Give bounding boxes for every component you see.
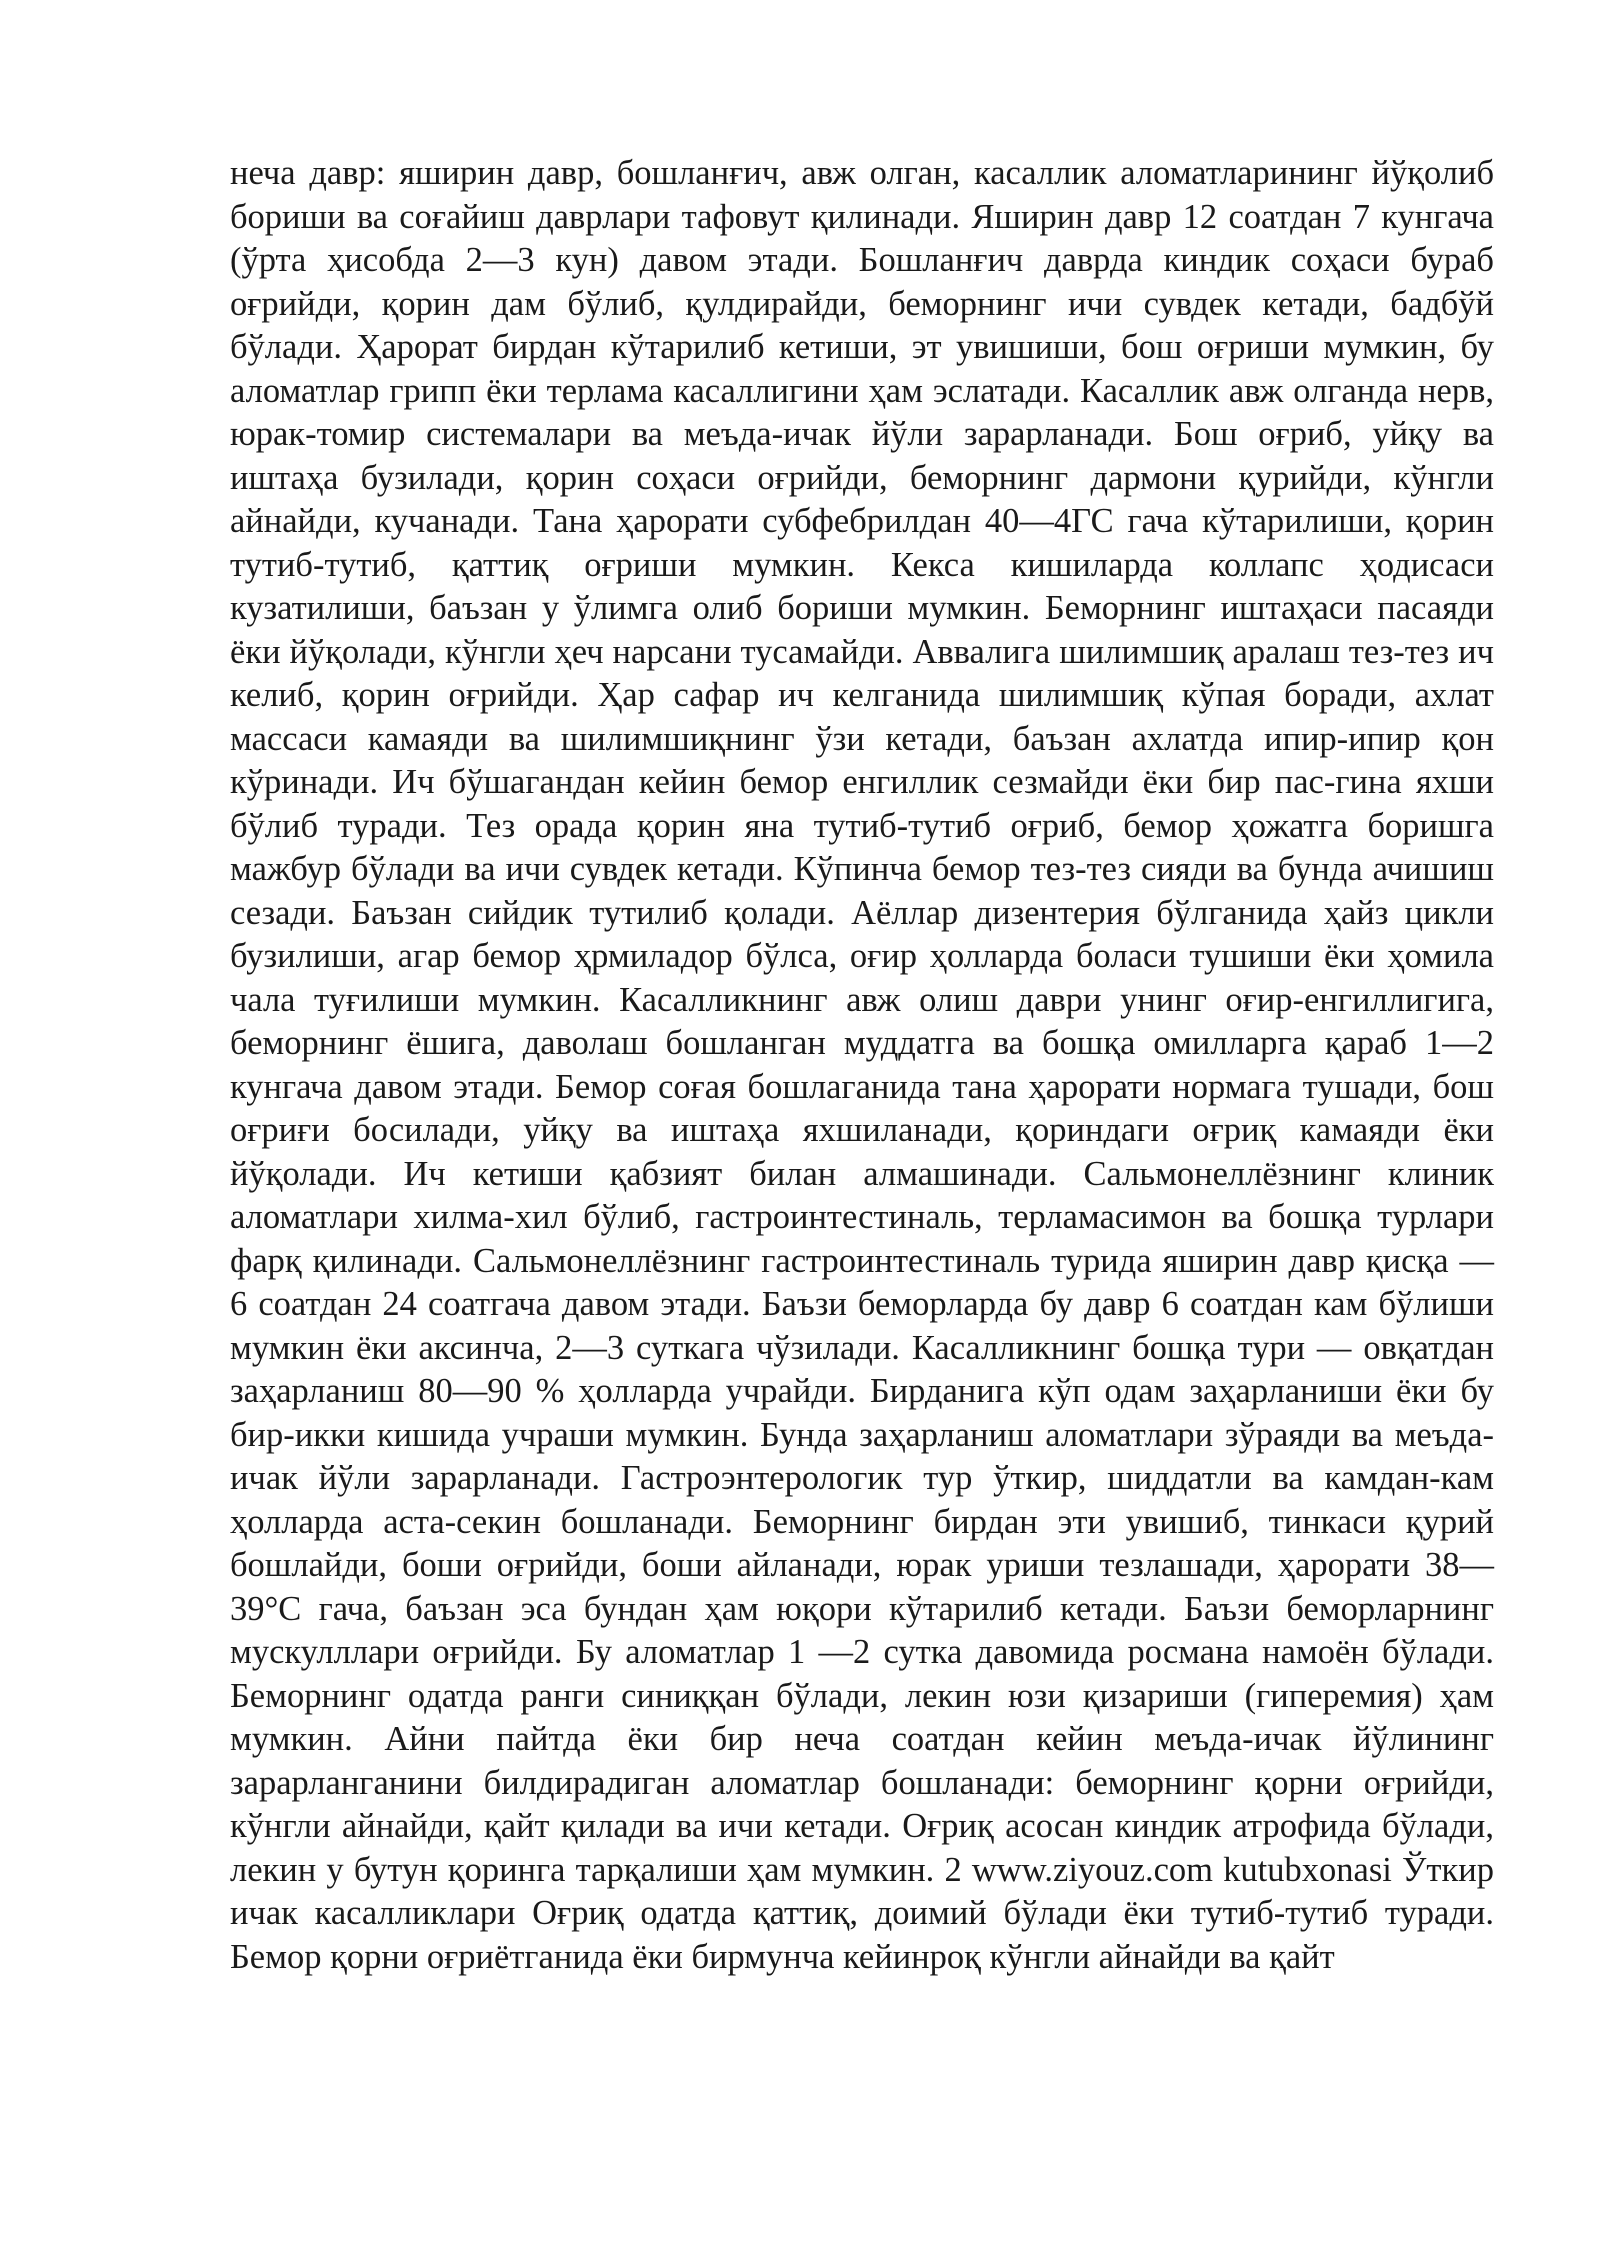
body-paragraph: неча давр: яширин давр, бошланғич, авж олган, касаллик аломатларининг йўқолиб бориши ва соғайиш даврлари тафовут қилинади. Яширин давр 12 соатдан 7 кунгача (ўрта ҳисобда 2—3 кун) давом этади. Бошланғич даврда киндик соҳаси бураб оғрийди, қорин дам бўлиб, қулдирайди, беморнинг ичи сувдек кетади, бадбўй бўлади. Ҳарорат бирдан кўтарилиб кетиши, эт увишиши, бош оғриши мумкин, бу аломатлар грипп ёки терлама касаллигини ҳам эслатади. Касаллик авж олганда нерв, юрак-томир системалари ва меъда-ичак йўли зарарланади. Бош оғриб, уйқу ва иштаҳа бузилади, қорин соҳаси оғрийди, беморнинг дармони қурийди, кўнгли айнайди, кучанади. Тана ҳарорати субфебрилдан 40—4ГС гача кўтарилиши, қорин тутиб-тутиб, қаттиқ оғриши мумкин. Кекса кишиларда коллапс ҳодисаси кузатилиши, баъзан у ўлимга олиб бориши мумкин. Беморнинг иштаҳаси пасаяди ёки йўқолади, кўнгли ҳеч нарсани тусамайди. Аввалига шилимшиқ аралаш тез-тез ич келиб, қорин оғрийди. Ҳар сафар ич келганида шилимшиқ кўпая боради, ахлат массаси камаяди ва шилимшиқнинг ўзи кетади, баъзан ахлатда ипир-ипир қон кўринади. Ич бўшагандан кейин бемор енгиллик сезмайди ёки бир пас-гина яхши бўлиб туради. Тез орада қорин яна тутиб-тутиб оғриб, бемор ҳожатга боришга мажбур бўлади ва ичи сувдек кетади. Кўпинча бемор тез-тез сияди ва бунда ачишиш сезади. Баъзан сийдик тутилиб қолади. Аёллар дизентерия бўлганида ҳайз цикли бузилиши, агар бемор ҳрмиладор бўлса, оғир ҳолларда боласи тушиши ёки ҳомила чала туғилиши мумкин. Касалликнинг авж олиш даври унинг оғир-енгиллигига, беморнинг ёшига, даволаш бошланган муддатга ва бошқа омилларга қараб 1—2 кунгача давом этади. Бемор соғая бошлаганида тана ҳарорати нормага тушади, бош оғриғи босилади, уйқу ва иштаҳа яхшиланади, қориндаги оғриқ камаяди ёки йўқолади. Ич кетиши қабзият билан алмашинади. Сальмонеллёзнинг клиник аломатлари хилма-хил бўлиб, гастроинтестиналь, терламасимон ва бошқа турлари фарқ қилинади. Сальмонеллёзнинг гастроинтестиналь турида яширин давр қисқа — 6 соатдан 24 соатгача давом этади. Баъзи беморларда бу давр 6 соатдан кам бўлиши мумкин ёки аксинча, 2—3 суткага чўзилади. Касалликнинг бошқа тури — овқатдан заҳарланиш 80—90 % ҳолларда учрайди. Бирданига кўп одам заҳарланиши ёки бу бир-икки кишида учраши мумкин. Бунда заҳарланиш аломатлари зўраяди ва меъда-ичак йўли зарарланади. Гастроэнтерологик тур ўткир, шиддатли ва камдан-кам ҳолларда аста-секин бошланади. Беморнинг бирдан эти увишиб, тинкаси қурий бошлайди, боши оғрийди, боши айланади, юрак уриши тезлашади, ҳарорати 38— 39°С гача, баъзан эса бундан ҳам юқори кўтарилиб кетади. Баъзи беморларнинг мускулллари оғрийди. Бу аломатлар 1 —2 сутка давомида росмана намоён бўлади. Беморнинг одатда ранги синиққан бўлади, лекин юзи қизариши (гиперемия) ҳам мумкин. Айни пайтда ёки бир неча соатдан кейин меъда-ичак йўлининг зарарланганини билдирадиган аломатлар бошланади: беморнинг қорни оғрийди, кўнгли айнайди, қайт қилади ва ичи кетади. Оғриқ асосан киндик атрофида бўлади, лекин у бутун қоринга тарқалиши ҳам мумкин. 2 www.ziyouz.com kutubxonasi Ўткир ичак касалликлари Оғриқ одатда қаттиқ, доимий бўлади ёки тутиб-тутиб туради. Бемор қорни оғриётганида ёки бирмунча кейинроқ кўнгли айнайди ва қайт	[230, 154, 1494, 1976]
body-text-block	[230, 152, 1494, 1979]
